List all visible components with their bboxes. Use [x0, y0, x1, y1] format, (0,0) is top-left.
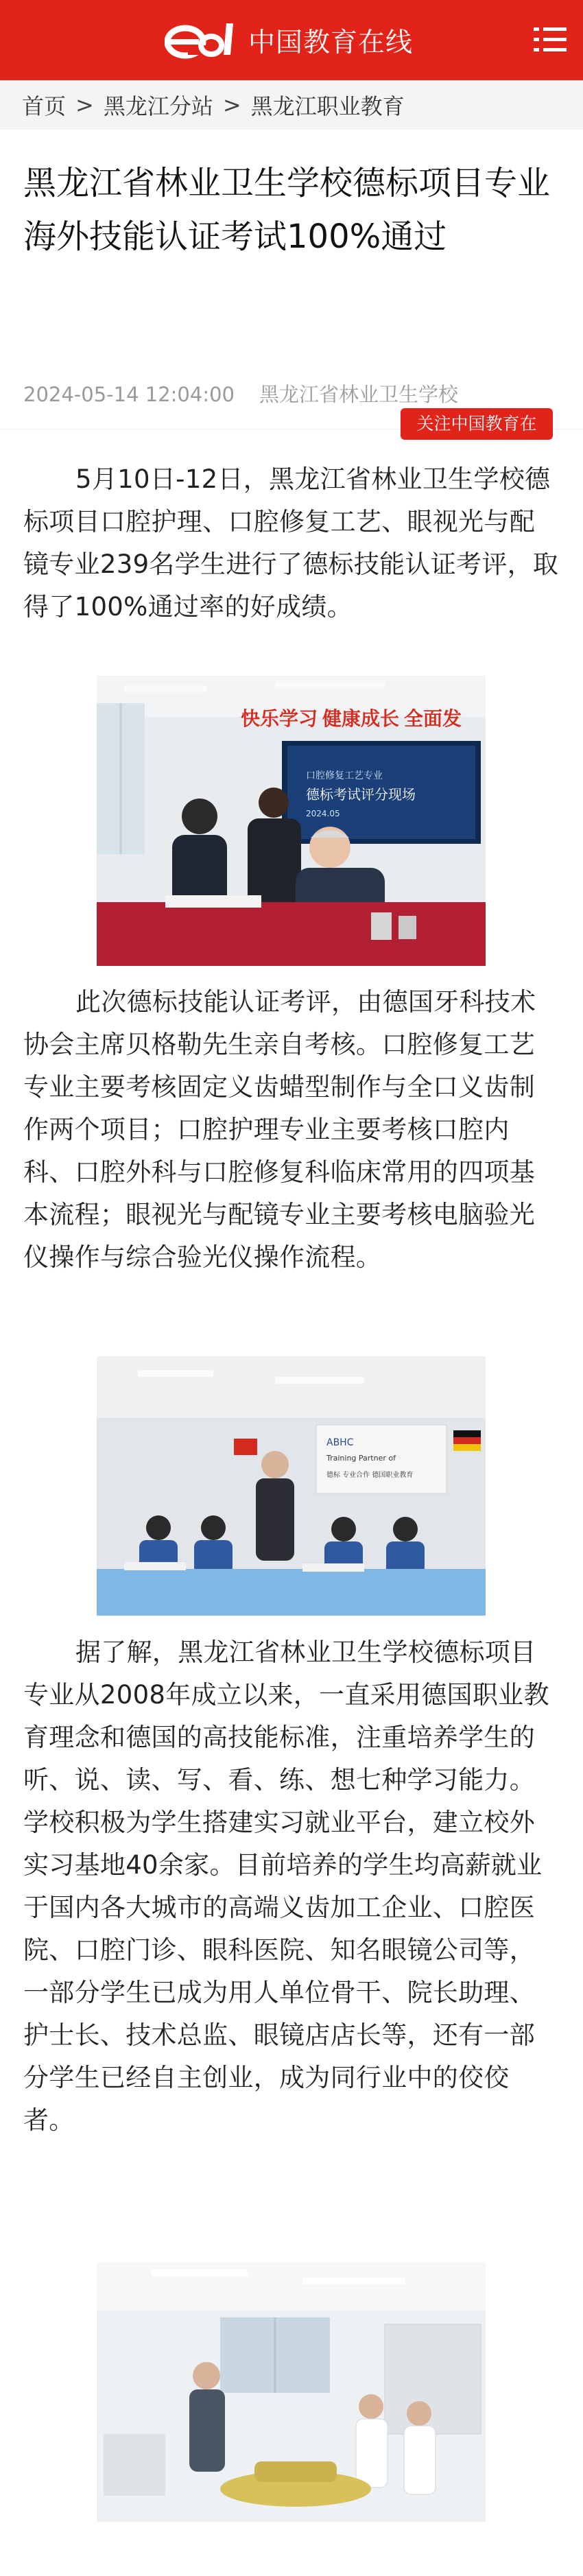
breadcrumb: [0, 80, 583, 130]
paragraph-1: 5月10日-12日，黑龙江省林业卫生学校德标项目口腔护理、口腔修复工艺、眼视光与配镜专业239名学生进行了德标技能认证考评，取得了100%通过率的好成绩。: [23, 464, 559, 622]
screen-line-1: 口腔修复工艺专业: [306, 770, 383, 781]
breadcrumb-vocational-education[interactable]: 黑龙江职业教育: [250, 93, 405, 119]
eol-logo-icon: [165, 19, 239, 62]
menu-icon[interactable]: [534, 23, 568, 56]
breadcrumb-separator: >: [222, 92, 241, 118]
screen2-line-2: Training Partner of: [326, 1454, 396, 1463]
breadcrumb-home[interactable]: 首页: [22, 93, 67, 119]
paragraph-2: 此次德标技能认证考评，由德国牙科技术协会主席贝格勒先生亲自考核。口腔修复工艺专业主要考核固定义齿蜡型制作与全口义齿制作两个项目；口腔护理专业主要考核口腔内科、口腔外科与口腔修复科临床常用的四项基本流程；眼视光与配镜专业主要考核电脑验光仪操作与综合验光仪操作流程。: [23, 987, 536, 1272]
screen2-line-3: 德标 专业合作 德国职业教育: [326, 1472, 414, 1479]
top-header: [0, 0, 583, 80]
site-logo[interactable]: [165, 19, 413, 62]
logo-text: 中国教育在线: [248, 27, 414, 58]
article-title: 黑龙江省林业卫生学校德标项目专业海外技能认证考试100%通过: [23, 164, 551, 256]
photo-classroom: [97, 1356, 486, 1616]
screen-line-3: 2024.05: [306, 809, 340, 818]
article-meta: [23, 379, 458, 407]
follow-button[interactable]: 关注中国教育在: [401, 408, 553, 440]
breadcrumb-heilongjiang[interactable]: 黑龙江分站: [103, 93, 213, 119]
photo-exam-scene: [97, 676, 486, 966]
publish-datetime: 2024-05-14 12:04:00: [23, 383, 235, 406]
screen-line-2: 德标考试评分现场: [306, 786, 416, 803]
screen2-line-1: ABHC: [326, 1437, 354, 1448]
photo-clinic: [97, 2262, 486, 2522]
breadcrumb-separator: >: [75, 92, 94, 118]
article-source: 黑龙江省林业卫生学校: [259, 383, 459, 406]
banner-text: 快乐学习 健康成长 全面发: [241, 709, 462, 730]
paragraph-3: 据了解，黑龙江省林业卫生学校德标项目专业从2008年成立以来，一直采用德国职业教育理念和德国的高技能标准，注重培养学生的听、说、读、写、看、练、想七种学习能力。学校积极为学生搭建实习就业平台，建立校外实习基地40余家。目前培养的学生均高薪就业于国内各大城市的高端义齿加工企业、口腔医院、口腔门诊、眼科医院、知名眼镜公司等，一部分学生已成为用人单位骨干、院长助理、护士长、技术总监、眼镜店店长等，还有一部分学生已经自主创业，成为同行业中的佼佼者。: [23, 1638, 549, 2135]
